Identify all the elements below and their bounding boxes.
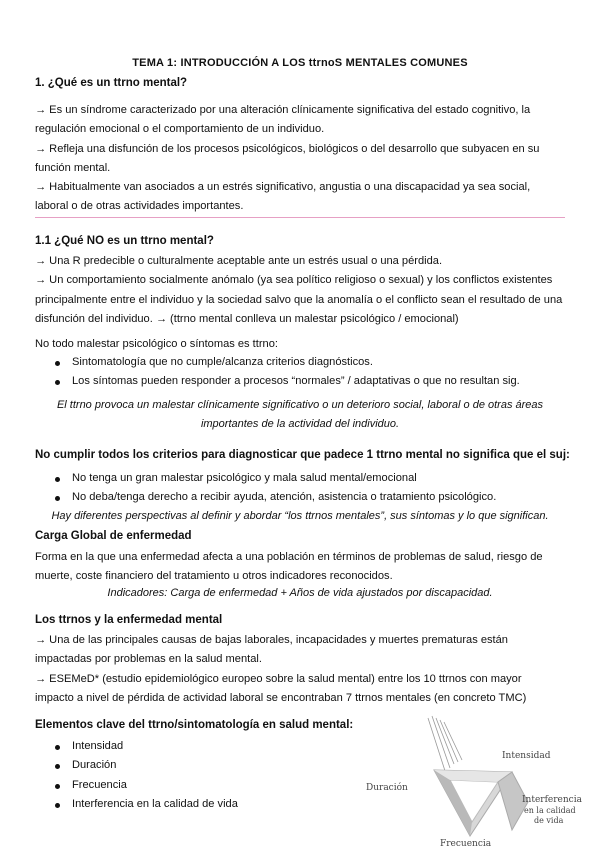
carga-heading: Carga Global de enfermedad xyxy=(35,530,192,542)
text-line: muerte, coste financiero del tratamiento u otros indicadores reconocidos. xyxy=(35,570,393,583)
italic-note: Indicadores: Carga de enfermedad + Años de vida ajustados por discapacidad. xyxy=(107,587,493,599)
carga-body xyxy=(35,548,565,587)
list-item: No deba/tenga derecho a recibir ayuda, atención, asistencia o tratamiento psicológico. xyxy=(35,488,565,507)
criteria-list xyxy=(35,469,565,508)
text-line: laboral o de otras actividades importantes. xyxy=(35,200,244,213)
text-line: función mental. xyxy=(35,161,111,174)
text-line: disfunción del individuo. → (ttrno mental conlleva un malestar psicológico / emocional) xyxy=(35,312,459,325)
text-line: → Habitualmente van asociados a un estrés significativo, angustia o una discapacidad ya sea social, xyxy=(35,181,531,194)
diagram-label-interferencia: Interferencia xyxy=(522,795,582,805)
text-line: → Un comportamiento socialmente anómalo (ya sea político religioso o sexual) y los conflictos existentes xyxy=(35,274,553,287)
italic-note: Hay diferentes perspectivas al definir y abordar “los ttrnos mentales”, sus síntomas y lo que significan. xyxy=(51,510,549,522)
text-line: → Una R predecible o culturalmente aceptable ante un estrés usual o una pérdida. xyxy=(35,255,443,267)
text-line: principalmente entre el individuo y la sociedad salvo que la anomalía o el conflicto sean el resultado de una xyxy=(35,293,563,306)
bullet-icon xyxy=(55,764,60,769)
list-item: No tenga un gran malestar psicológico y mala salud mental/emocional xyxy=(35,469,565,488)
section-1-1-body xyxy=(35,252,565,329)
bullet-icon xyxy=(55,803,60,808)
text-line: → ESEMeD* (estudio epidemiológico europeo sobre la salud mental) entre los 10 ttrnos con mayor xyxy=(35,672,522,685)
ttrnos-heading: Los ttrnos y la enfermedad mental xyxy=(35,614,223,626)
sketch-lines-icon xyxy=(428,716,462,774)
triangle-icon xyxy=(434,770,528,836)
diagram-label-frecuencia: Frecuencia xyxy=(440,839,492,848)
non-disorder-list xyxy=(35,353,565,392)
section-1-1-note: No todo malestar psicológico o síntomas es ttrno: xyxy=(35,338,278,350)
bullet-icon xyxy=(55,361,60,366)
key-elements-diagram xyxy=(362,712,600,848)
list-item: Sintomatología que no cumple/alcanza criterios diagnósticos. xyxy=(35,353,565,372)
diagram-label-duracion: Duración xyxy=(366,783,408,793)
bullet-icon xyxy=(55,496,60,501)
text-line: regulación emocional o el comportamiento de un individuo. xyxy=(35,123,325,136)
bullet-icon xyxy=(55,477,60,482)
bullet-icon xyxy=(55,745,60,750)
section-heading-1: 1. ¿Qué es un ttrno mental? xyxy=(35,77,188,89)
ttrnos-body xyxy=(35,631,565,708)
text-line: Forma en la que una enfermedad afecta a una población en términos de problemas de salud, riesgo de xyxy=(35,551,543,563)
elementos-list xyxy=(35,737,355,814)
text-line: → Es un síndrome caracterizado por una alteración clínicamente significativa del estado cognitivo, la xyxy=(35,104,531,116)
list-item: Los síntomas pueden responder a procesos “normales” / adaptativas o que no resultan sig. xyxy=(35,372,565,391)
text-line: impacto a nivel de pérdida de actividad laboral se encontraban 7 ttrnos mentales (en concreto TMC) xyxy=(35,691,527,704)
bullet-icon xyxy=(55,784,60,789)
diagram-label-interferencia-3: de vida xyxy=(534,816,564,825)
list-item: Interferencia en la calidad de vida xyxy=(35,795,355,814)
criteria-heading: No cumplir todos los criterios para diagnosticar que padece 1 ttrno mental no significa que el suj: xyxy=(35,449,570,461)
bullet-icon xyxy=(55,380,60,385)
list-item: Duración xyxy=(35,756,355,775)
diagram-label-interferencia-2: en la calidad xyxy=(524,806,576,815)
diagram-label-intensidad: Intensidad xyxy=(502,751,551,761)
page-title: TEMA 1: INTRODUCCIÓN A LOS ttrnoS MENTALES COMUNES xyxy=(132,57,468,69)
text-line: → Refleja una disfunción de los procesos psicológicos, biológicos o del desarrollo que subyacen en su xyxy=(35,142,540,155)
text-line: impactadas por problemas en la salud mental. xyxy=(35,653,262,666)
italic-note: El ttrno provoca un malestar clínicamente significativo o un deterioro social, laboral o de otras áreas importantes de la actividad del individuo. xyxy=(56,399,544,430)
section-heading-1-1: 1.1 ¿Qué NO es un ttrno mental? xyxy=(35,235,214,247)
list-item: Intensidad xyxy=(35,737,355,756)
text-line: → Una de las principales causas de bajas laborales, incapacidades y muertes prematuras están xyxy=(35,634,508,646)
divider xyxy=(35,217,565,218)
list-item: Frecuencia xyxy=(35,776,355,795)
elementos-heading: Elementos clave del ttrno/sintomatología en salud mental: xyxy=(35,719,354,731)
section-1-body xyxy=(35,101,565,217)
